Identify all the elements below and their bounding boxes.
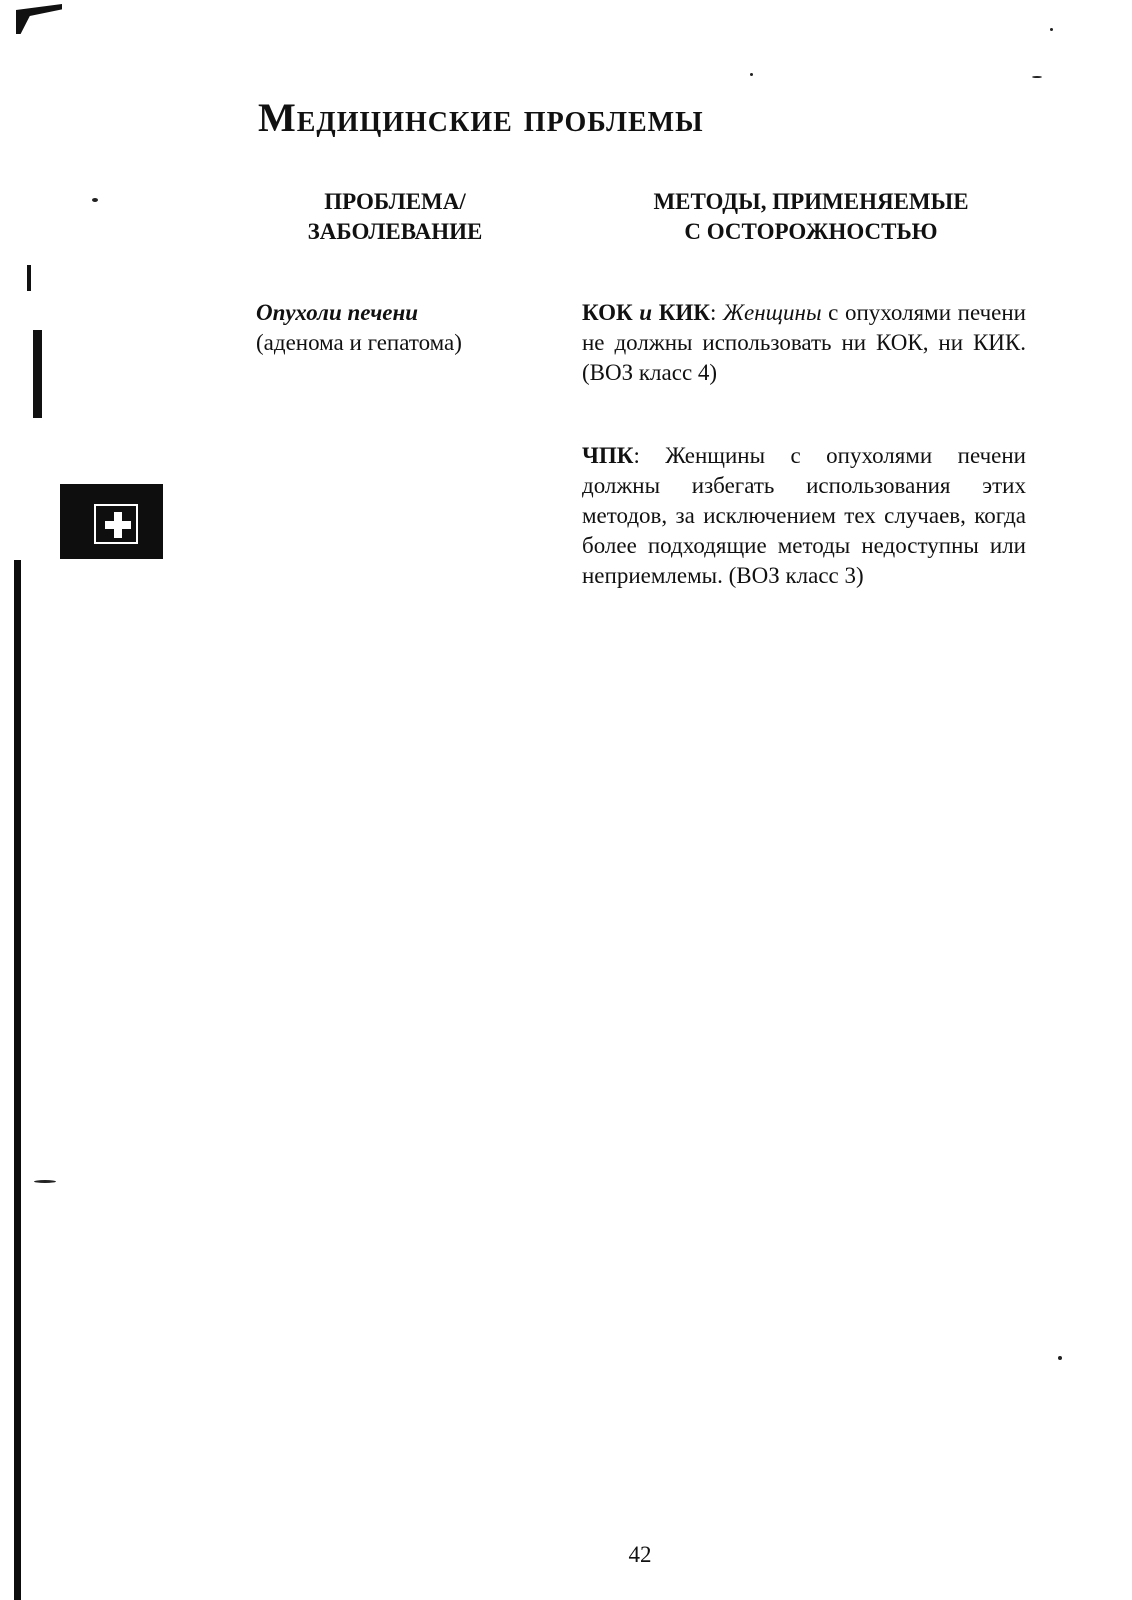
scan-speck	[1050, 28, 1053, 31]
method-paragraph-coc: КОК и КИК: Женщины с опухолями печени не должны использовать ни КОК, ни КИК. (ВОЗ класс 4)	[582, 300, 1026, 385]
method-name: КОК	[582, 300, 633, 325]
scan-speck	[750, 73, 753, 76]
condition-name: Опухоли печени	[256, 300, 419, 325]
scan-speck	[34, 1180, 56, 1183]
condition-entry	[256, 298, 556, 358]
condition-detail: (аденома и гепатома)	[256, 330, 462, 355]
method-name: КИК	[658, 300, 710, 325]
scan-margin-mark	[27, 265, 31, 291]
page-title: Медицинские проблемы	[258, 95, 704, 140]
scan-corner-mark	[16, 4, 62, 34]
scan-speck	[1032, 76, 1042, 78]
method-description: с опухолями печени не должны использовать ни КОК, ни КИК. (ВОЗ класс 4)	[582, 300, 1026, 385]
scan-binding-edge	[14, 560, 21, 1600]
page-number: 42	[628, 1542, 652, 1567]
scan-speck	[92, 198, 98, 202]
column-header-methods: МЕТОДЫ, ПРИМЕНЯЕМЫЕ С ОСТОРОЖНОСТЬЮ	[653, 189, 969, 244]
medical-cross-icon	[60, 484, 163, 559]
method-name: ЧПК	[582, 443, 634, 468]
method-paragraph-pop: ЧПК: Женщины с опухолями печени должны избегать использования этих методов, за исключением тех случаев, когда более подходящие методы недоступны или неприемлемы. (ВОЗ класс 3)	[582, 443, 1026, 588]
scan-speck	[1058, 1356, 1062, 1360]
column-header-problem: ПРОБЛЕМА/ ЗАБОЛЕВАНИЕ	[307, 189, 483, 244]
method-description: Женщины с опухолями печени должны избегать использования этих методов, за исключением тех случаев, когда более подходящие методы недоступны или неприемлемы. (ВОЗ класс 3)	[582, 443, 1026, 588]
scan-margin-bar	[33, 330, 42, 418]
